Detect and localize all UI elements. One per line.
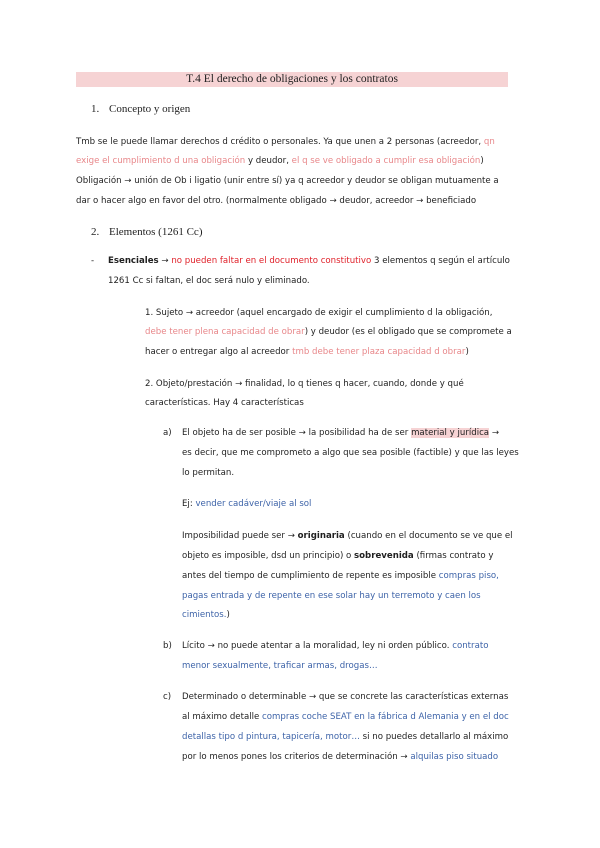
text-span: debe tener plena capacidad de obrar [145,327,305,337]
text-span: ) y deudor (es el obligado que se compromete a [304,327,512,337]
text-span: detallas tipo d pintura, tapicería, motor… [182,732,360,742]
paragraph-line [182,530,513,542]
text-span: El objeto ha de ser posible → la posibilidad ha de ser [182,428,409,438]
text-span: compras piso, [438,571,499,581]
text-span: contrato [452,641,489,651]
text-span: no pueden faltar en el documento constitutivo [171,256,372,266]
text-span: por lo menos pones los criterios de determinación → [182,752,408,762]
paragraph-line [182,609,230,621]
paragraph-line [182,751,498,763]
section-number: 1. [91,103,100,115]
text-span: (cuando en el documento se ve que el [347,531,513,541]
text-span: qn [483,137,495,147]
paragraph-line: 1261 Cc si faltan, el doc será nulo y eliminado. [108,276,310,286]
text-span: si no puedes detallarlo al máximo [362,732,509,742]
section-heading: Elementos (1261 Cc) [109,226,203,238]
bullet: - [91,256,95,266]
list-marker: b) [163,641,172,651]
paragraph-line: 1. Sujeto → acreedor (aquel encargado de exigir el cumplimiento d la obligación, [145,308,493,318]
paragraph-line [145,326,512,338]
highlighted-text: material y jurídica [411,428,490,438]
section-number: 2. [91,226,100,238]
paragraph-line: pagas entrada y de repente en ese solar hay un terremoto y caen los [182,591,481,601]
text-span: → [161,256,169,266]
paragraph-line: características. Hay 4 características [145,398,304,408]
paragraph-line [108,255,510,267]
paragraph-line: lo permitan. [182,468,235,478]
paragraph-line: Obligación → unión de Ob i ligatio (unir entre sí) ya q acreedor y deudor se obligan mutuamente a [76,176,499,186]
paragraph-line: Determinado o determinable → que se concrete las características externas [182,692,509,702]
text-span: Tmb se le puede llamar derechos d crédito o personales. Ya que unen a 2 personas (acreedor, [76,137,482,147]
text-span: Esenciales [108,256,159,266]
text-span: tmb debe tener plaza capacidad d obrar [292,347,466,357]
paragraph-line [182,640,488,652]
paragraph-line [182,427,499,439]
text-span: antes del tiempo de cumplimiento de repente es imposible [182,571,437,581]
text-span: exige el cumplimiento d una obligación [76,156,246,166]
text-span: → [491,428,500,438]
example-line [182,498,311,510]
text-span: ) [226,610,230,620]
list-marker: c) [163,692,172,702]
text-span: al máximo detalle [182,712,260,722]
text-span: Lícito → no puede atentar a la moralidad, ley ni orden público. [182,641,450,651]
paragraph-line: menor sexualmente, traficar armas, drogas… [182,661,378,671]
text-span: hacer o entregar algo al acreedor [145,347,290,357]
page-title: T.4 El derecho de obligaciones y los contratos [186,73,398,85]
text-span: objeto es imposible, dsd un principio) o [182,551,352,561]
paragraph-line [145,346,469,358]
paragraph-line [182,570,499,582]
paragraph-line [182,711,509,723]
text-span: alquilas piso situado [410,752,499,762]
list-marker: a) [163,428,172,438]
text-span: originaria [297,531,345,541]
text-span: cimientos. [182,610,227,620]
text-span: compras coche SEAT en la fábrica d Alemania y en el doc [262,712,509,722]
paragraph-line [76,155,484,167]
text-span: (firmas contrato y [416,551,494,561]
text-span: 3 elementos q según el artículo [374,256,510,266]
paragraph-line: 2. Objeto/prestación → finalidad, lo q tienes q hacer, cuando, donde y qué [145,379,464,389]
paragraph-line [182,731,508,743]
text-span: el q se ve obligado a cumplir esa obligación [291,156,481,166]
text-span: ) [480,156,484,166]
text-span: Ej: [182,499,193,509]
paragraph-line: es decir, que me comprometo a algo que sea posible (factible) y que las leyes [182,448,519,458]
text-span: Imposibilidad puede ser → [182,531,295,541]
paragraph-line [182,550,494,562]
paragraph-line [76,136,508,148]
paragraph-line: dar o hacer algo en favor del otro. (normalmente obligado → deudor, acreedor → beneficiado [76,196,477,206]
text-span: sobrevenida [354,551,414,561]
section-heading: Concepto y origen [109,103,191,115]
text-span: ) [465,347,469,357]
text-span: y deudor, [247,156,289,166]
text-span: vender cadáver/viaje al sol [195,499,312,509]
